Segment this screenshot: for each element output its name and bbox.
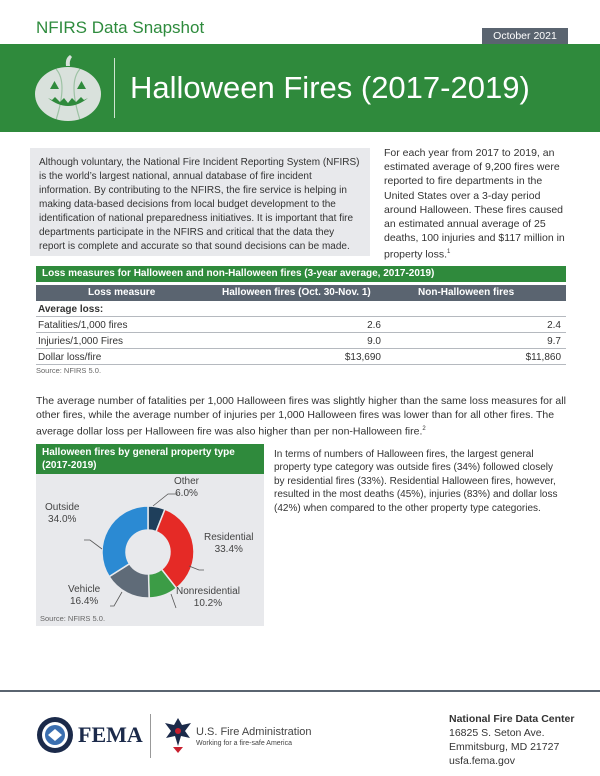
slice-value: 10.2% [193, 598, 223, 609]
comparison-text: The average number of fatalities per 1,000 Halloween fires was slightly higher than the same loss measures for all other fires, while the average number of injuries per 1,000 Halloween fires was lower than for all other fires. The average dollar loss per Halloween fire was also higher than per non-Halloween fire. [36, 395, 566, 438]
row-halloween-value: 2.6 [367, 320, 381, 331]
dhs-seal-icon [36, 716, 74, 754]
table-row [36, 350, 566, 365]
row-measure: Dollar loss/fire [38, 352, 102, 363]
slice-value: 34.0% [48, 514, 77, 525]
chart-source: Source: NFIRS 5.0. [40, 614, 106, 623]
slice-label-vehicle [68, 584, 100, 608]
comparison-paragraph [36, 394, 566, 439]
property-type-paragraph: In terms of numbers of Halloween fires, the largest general property type category was outside fires (34%) followed closely by residential fires (33%). Residential Halloween fires, however, resulted in the most deaths (45%), injuries (83%) and dollar loss (42%) when compared to the other property type categories. [274, 449, 558, 514]
slice-value: 16.4% [69, 596, 99, 607]
footnote-marker: 2 [422, 426, 426, 433]
date-badge: October 2021 [482, 28, 568, 44]
pie-slice-outside [102, 506, 148, 577]
page-title: Halloween Fires (2017-2019) [130, 70, 530, 105]
pumpkin-icon [32, 52, 104, 124]
footer-divider [0, 690, 600, 692]
leader-line-outside [84, 540, 102, 549]
row-measure: Injuries/1,000 Fires [38, 336, 124, 347]
footnote-marker: 1 [447, 249, 451, 256]
slice-label-residential [204, 532, 253, 556]
slice-value: 33.4% [214, 544, 243, 555]
table-section-row [36, 302, 566, 317]
slice-name: Nonresidential [176, 586, 240, 597]
series-label: NFIRS Data Snapshot [36, 18, 205, 37]
property-type-chart [36, 444, 264, 626]
table-row [36, 318, 566, 333]
row-halloween-value: $13,690 [344, 352, 381, 363]
slice-value: 6.0% [175, 488, 198, 499]
slice-name: Residential [204, 532, 254, 543]
section-label: Average loss: [38, 304, 104, 315]
col-header-non-halloween: Non-Halloween fires [418, 287, 515, 298]
loss-table-header [36, 285, 566, 301]
intro-summary [384, 146, 570, 262]
slice-label-nonresidential [176, 586, 240, 610]
loss-table-title: Loss measures for Halloween and non-Halloween fires (3-year average, 2017-2019) [36, 266, 566, 282]
chart-title: Halloween fires by general property type (2017-2019) [36, 444, 264, 474]
contact-address [449, 712, 574, 768]
table-source: Source: NFIRS 5.0. [36, 366, 102, 375]
usfa-tagline: Working for a fire-safe America [196, 740, 292, 747]
website[interactable]: usfa.fema.gov [449, 755, 515, 767]
banner-divider [114, 58, 115, 118]
slice-name: Other [174, 476, 200, 487]
table-row [36, 334, 566, 349]
row-non-halloween-value: $11,860 [525, 352, 561, 363]
logo-divider [150, 714, 151, 758]
usfa-name: U.S. Fire Administration [196, 726, 312, 738]
row-halloween-value: 9.0 [367, 336, 381, 347]
col-header-measure: Loss measure [88, 287, 156, 298]
nfirs-info-box: Although voluntary, the National Fire Incident Reporting System (NFIRS) is the world’s largest national, annual database of fire incident information. By contributing to the NFIRS, the fire service is helping in making data-based decisions from local budget development to the identification of national preparedness initiatives. It is important that fire departments participate in the NFIRS and critical that the data they report is complete and accurate so that sound decisions can be made. [30, 148, 370, 256]
row-measure: Fatalities/1,000 fires [38, 320, 128, 331]
intro-summary-text: For each year from 2017 to 2019, an estimated average of 9,200 fires were reported to fire departments in the United States over a 3-day period around Halloween. These fires caused an estimated annual average of 25 deaths, 100 injuries and $117 million in property loss. [384, 147, 565, 261]
usfa-eagle-icon [163, 716, 193, 754]
slice-label-other [174, 476, 199, 500]
address-line-2: Emmitsburg, MD 21727 [449, 741, 560, 753]
slice-label-outside [45, 502, 79, 526]
row-non-halloween-value: 2.4 [547, 320, 561, 331]
slice-name: Vehicle [68, 584, 101, 595]
fema-logo-text: FEMA [78, 722, 143, 747]
row-non-halloween-value: 9.7 [547, 336, 561, 347]
slice-name: Outside [45, 502, 80, 513]
col-header-halloween: Halloween fires (Oct. 30-Nov. 1) [222, 287, 371, 298]
leader-line-vehicle [110, 592, 122, 606]
address-line-1: 16825 S. Seton Ave. [449, 727, 545, 739]
center-name: National Fire Data Center [449, 713, 575, 725]
title-banner [0, 44, 600, 132]
top-bar [0, 0, 600, 44]
